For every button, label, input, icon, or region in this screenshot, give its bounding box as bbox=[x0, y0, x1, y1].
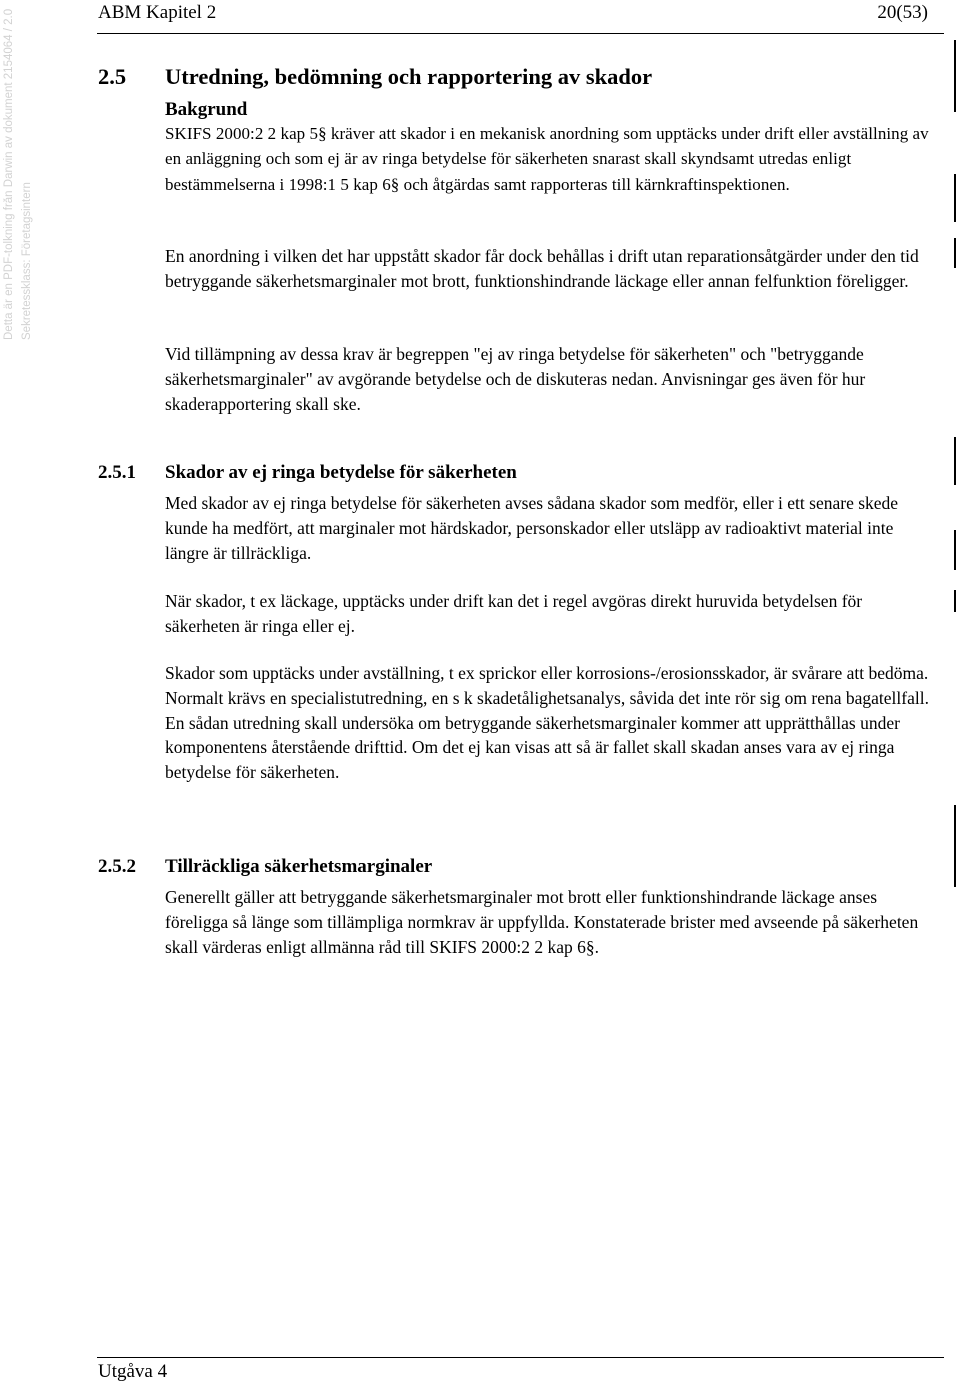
subsection-title: Tillräckliga säkerhetsmarginaler bbox=[165, 856, 433, 877]
edition-label: Utgåva 4 bbox=[98, 1361, 168, 1382]
page-number: 20(53) bbox=[877, 2, 928, 23]
change-bar bbox=[954, 437, 956, 485]
section-title: Utredning, bedömning och rapportering av skador bbox=[165, 64, 653, 89]
section-number: 2.5 bbox=[98, 64, 127, 89]
change-bar bbox=[954, 530, 956, 570]
paragraph-text: Med skador av ej ringa betydelse för säkerheten avses sådana skador som medför, eller i ett senare skede kunde ha medfört, att marginaler mot härdskador, personskador eller utsläpp av radioaktivt material inte längre är tillräckliga. bbox=[165, 493, 899, 563]
subsection-number: 2.5.1 bbox=[98, 462, 136, 483]
paragraph-text: Vid tillämpning av dessa krav är begreppen "ej av ringa betydelse för säkerheten" och "betryggande säkerhetsmarginaler" av avgörande betydelse och de diskuteras nedan. Anvisningar ges även för hur skaderapportering skall ske. bbox=[165, 344, 866, 414]
paragraph-text: En anordning i vilken det har uppstått skador får dock behållas i drift utan reparationsåtgärder under den tid betryggande säkerhetsmarginaler mot brott, funktionshindrande läckage eller annan felfunktion föreligger. bbox=[165, 246, 919, 291]
subsection-number: 2.5.2 bbox=[98, 856, 136, 877]
change-bar bbox=[954, 805, 956, 887]
paragraph bbox=[165, 589, 935, 639]
background-label: Bakgrund bbox=[165, 99, 248, 120]
header-divider bbox=[97, 33, 944, 34]
header-title: ABM Kapitel 2 bbox=[98, 2, 217, 23]
subsection-heading bbox=[98, 462, 517, 484]
change-bar bbox=[954, 40, 956, 112]
change-bar bbox=[954, 590, 956, 612]
paragraph bbox=[165, 342, 935, 416]
subsection-title: Skador av ej ringa betydelse för säkerheten bbox=[165, 462, 517, 483]
paragraph bbox=[165, 661, 935, 785]
subsection-heading bbox=[98, 856, 432, 878]
paragraph bbox=[165, 244, 935, 294]
footer-divider bbox=[97, 1357, 944, 1358]
paragraph-text: Generellt gäller att betryggande säkerhetsmarginaler mot brott eller funktionshindrande läckage anses föreligga så länge som tillämpliga normkrav är uppfyllda. Konstaterade brister med avseende på säkerheten skall värderas enligt allmänna råd till SKIFS 2000:2 2 kap 6§. bbox=[165, 887, 919, 957]
paragraph bbox=[165, 491, 935, 565]
paragraph bbox=[165, 121, 935, 197]
change-bar bbox=[954, 174, 956, 222]
pdf-source-line: Detta är en PDF-tolkning från Darwin av dokument 2154064 / 2.0 bbox=[3, 8, 15, 340]
paragraph bbox=[165, 885, 935, 959]
paragraph-text: När skador, t ex läckage, upptäcks under drift kan det i regel avgöras direkt huruvida betydelsen för säkerheten är ringa eller ej. bbox=[165, 591, 863, 636]
change-bar bbox=[954, 238, 956, 268]
confidentiality-line: Sekretessklass: Företagsintern bbox=[21, 182, 33, 340]
section-heading bbox=[98, 64, 652, 90]
pdf-conversion-notice bbox=[0, 8, 40, 340]
paragraph-text: SKIFS 2000:2 2 kap 5§ kräver att skador i en mekanisk anordning som upptäcks under drift eller avställning av en anläggning och som ej är av ringa betydelse för säkerheten snarast skall skyndsamt utredas enligt bestämmelserna i 1998:1 5 kap 6§ och åtgärdas samt rapporteras till kärnkraftinspektionen. bbox=[165, 124, 929, 194]
paragraph-text: Skador som upptäcks under avställning, t ex sprickor eller korrosions-/erosionsskador, är svårare att bedöma. Normalt krävs en specialistutredning, en s k skadetålighetsanalys, såvida det inte rör sig om rena bagatellfall. En sådan utredning skall undersöka om betryggande säkerhetsmarginaler kommer att upprätthållas under komponentens återstående drifttid. Om det ej kan visas att så är fallet skall skadan anses vara av ej ringa betydelse för säkerheten. bbox=[165, 663, 929, 783]
